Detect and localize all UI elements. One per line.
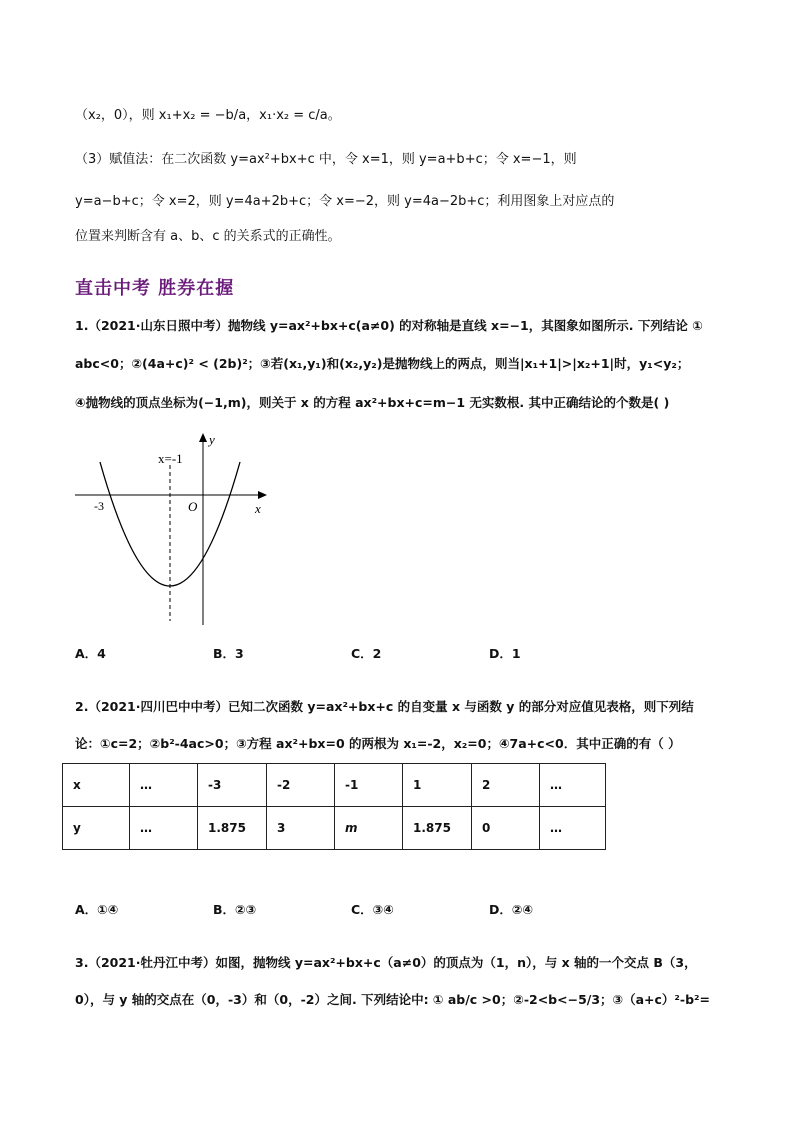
q1-line-1: 1.（2021·山东日照中考）抛物线 y=ax²+bx+c(a≠0) 的对称轴是直线 x=−1，其图象如图所示. 下列结论 ①: [75, 318, 703, 333]
q2-option-d[interactable]: D．②④: [489, 902, 534, 917]
q2-line-2: 论：①c=2；②b²-4ac>0；③方程 ax²+bx=0 的两根为 x₁=-2，x₂=0；④7a+c<0．其中正确的有（ ）: [75, 736, 681, 751]
intro-line-3: y=a−b+c；令 x=2，则 y=4a+2b+c；令 x=−2，则 y=4a−2b+c；利用图象上对应点的: [75, 194, 615, 209]
table-cell: 1.875: [198, 807, 267, 850]
symmetry-label: x=-1: [158, 451, 183, 466]
y-axis-arrow: [199, 433, 207, 442]
q1-parabola-graph: [60, 425, 280, 630]
intro-line-2: （3）赋值法：在二次函数 y=ax²+bx+c 中，令 x=1，则 y=a+b+c；令 x=−1，则: [75, 152, 577, 167]
table-cell: m: [335, 807, 403, 850]
table-cell: x: [63, 764, 130, 807]
q3-line-2: 0），与 y 轴的交点在（0，-3）和（0，-2）之间. 下列结论中: ① ab/c >0；②-2<b<−5/3；③（a+c）²-b²=: [75, 992, 710, 1007]
q3-line-1: 3.（2021·牡丹江中考）如图，抛物线 y=ax²+bx+c（a≠0）的顶点为（1，n），与 x 轴的一个交点 B（3，: [75, 955, 697, 970]
section-title: 直击中考 胜券在握: [75, 278, 235, 299]
table-cell: …: [130, 764, 198, 807]
q1-option-d[interactable]: D．1: [489, 646, 521, 661]
q2-option-c[interactable]: C．③④: [351, 902, 394, 917]
root-label: -3: [94, 499, 104, 513]
table-cell: …: [540, 807, 606, 850]
x-axis-arrow: [258, 491, 267, 499]
table-cell: -2: [267, 764, 335, 807]
y-axis-label: y: [209, 432, 215, 447]
origin-label: O: [188, 499, 198, 514]
table-cell: 1.875: [403, 807, 472, 850]
q1-options: [75, 644, 627, 662]
x-axis-label: x: [255, 501, 261, 516]
table-cell: 3: [267, 807, 335, 850]
q1-line-2: abc<0；②(4a+c)² < (2b)²；③若(x₁,y₁)和(x₂,y₂)是抛物线上的两点，则当|x₁+1|>|x₂+1|时，y₁<y₂；: [75, 356, 690, 371]
q2-value-table: [62, 763, 606, 850]
q1-option-b[interactable]: B．3: [213, 646, 244, 661]
q2-line-1: 2.（2021·四川巴中中考）已知二次函数 y=ax²+bx+c 的自变量 x 与函数 y 的部分对应值见表格，则下列结: [75, 699, 694, 714]
table-cell: -1: [335, 764, 403, 807]
table-cell: 1: [403, 764, 472, 807]
intro-line-4: 位置来判断含有 a、b、c 的关系式的正确性。: [75, 229, 341, 244]
table-cell: 0: [472, 807, 540, 850]
table-cell: …: [540, 764, 606, 807]
table-cell: -3: [198, 764, 267, 807]
intro-line-1: （x₂，0），则 x₁+x₂ = −b/a，x₁·x₂ = c/a。: [75, 108, 341, 123]
table-cell: y: [63, 807, 130, 850]
table-row-x: [63, 764, 606, 807]
q1-line-3: ④抛物线的顶点坐标为(−1,m)，则关于 x 的方程 ax²+bx+c=m−1 无实数根. 其中正确结论的个数是( ): [75, 395, 670, 410]
table-row-y: [63, 807, 606, 850]
q1-option-c[interactable]: C．2: [351, 646, 382, 661]
q2-option-a[interactable]: A．①④: [75, 902, 119, 917]
q2-option-b[interactable]: B．②③: [213, 902, 257, 917]
table-cell: 2: [472, 764, 540, 807]
q2-options: [75, 900, 627, 918]
q1-option-a[interactable]: A．4: [75, 646, 106, 661]
table-cell: …: [130, 807, 198, 850]
